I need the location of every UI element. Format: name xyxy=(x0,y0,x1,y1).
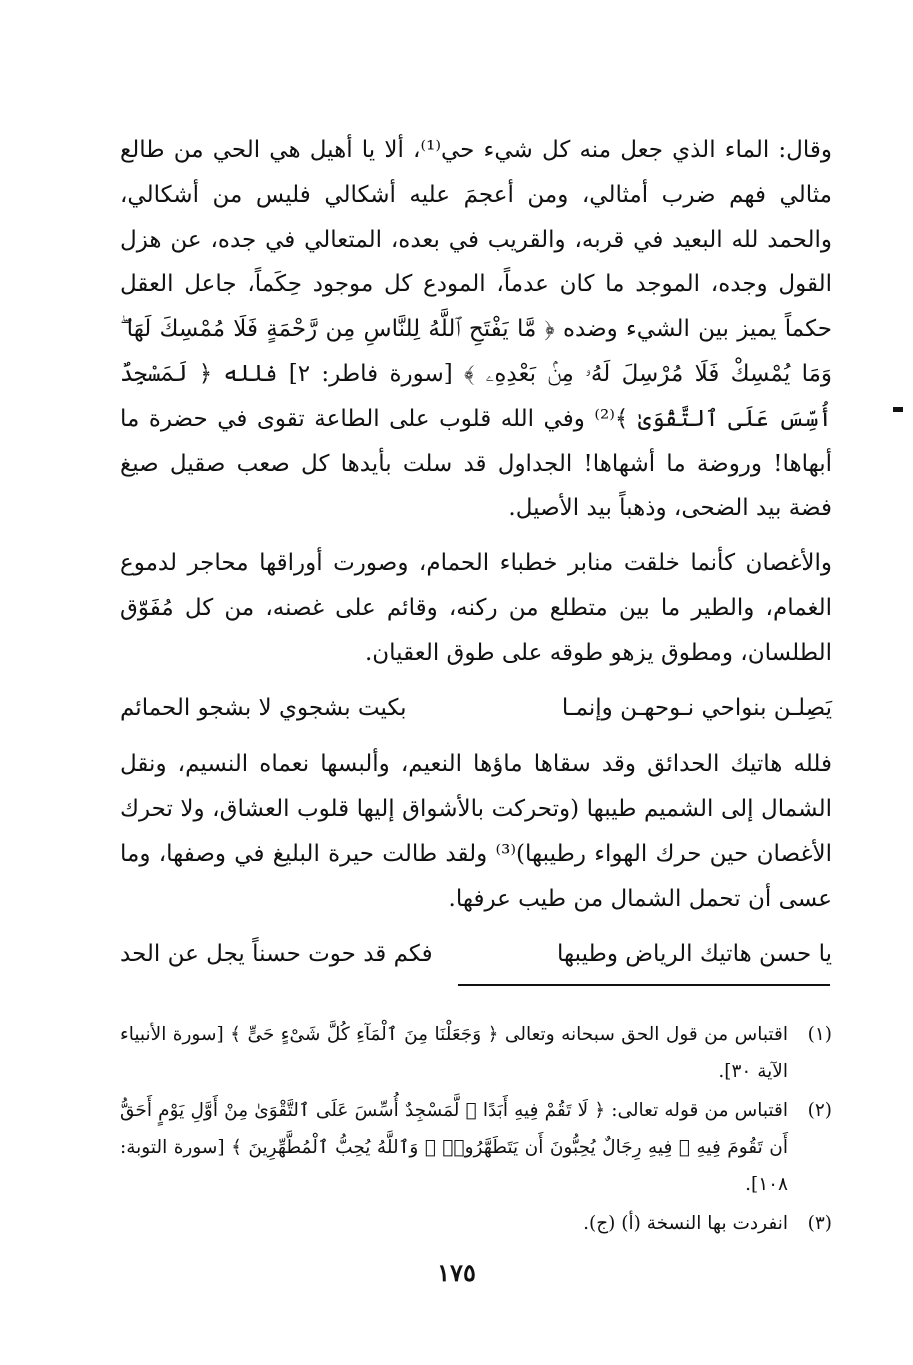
paragraph-3: فلله هاتيك الحدائق وقد سقاها ماؤها النعيم، وألبسها نعماه النسيم، ونقل الشمال إلى الشميم طيبها (وتحركت بالأشواق إليها قلوب العشاق، ولا تحرك الأغصان حين حرك الهواء رطيبها)⁽³⁾ ولقد طالت حيرة البليغ في وصفها، وما عسى أن تحمل الشمال من طيب عرفها. xyxy=(120,751,832,912)
footnote-number: (٣) xyxy=(807,1213,832,1234)
footnote-text: انفردت بها النسخة (أ) (ج). xyxy=(583,1213,788,1234)
footnotes xyxy=(120,1016,832,1244)
paragraph-2: والأغصان كأنما خلقت منابر خطباء الحمام، وصورت أوراقها محاجر لدموع الغمام، والطير ما بين متطلع من ركنه، وقائم على غصنه، من كل مُفَوّق الطلسان، ومطوق يزهو طوقه على طوق العقيان. xyxy=(120,550,832,666)
margin-mark xyxy=(893,407,903,412)
footnote-number: (١) xyxy=(807,1024,832,1045)
footnote-text: اقتباس من قوله تعالى: ﴿ لَا تَقُمْ فِيهِ أَبَدًا ۚ لَّمَسْجِدٌ أُسِّسَ عَلَى ٱلتَّقْوَىٰ مِنْ أَوَّلِ يَوْمٍ أَحَقُّ أَن تَقُومَ فِيهِ ۚ فِيهِ رِجَالٌ يُحِبُّونَ أَن يَتَطَهَّرُوا۟ ۚ وَٱللَّهُ يُحِبُّ ٱلْمُطَّهِّرِينَ ﴾ [سورة التوبة: ١٠٨]. xyxy=(120,1100,788,1195)
paragraph-1: وقال: الماء الذي جعل منه كل شيء حي⁽¹⁾، ألا يا أهيل هي الحي من طالع مثالي فهم ضرب أمثالي، ومن أعجمَ عليه أشكالي فليس من أشكالي، والحمد لله البعيد في قربه، والقريب في بعده، المتعالي في جده، عن هزل القول وجده، الموجد ما كان عدماً، المودع كل موجود حِكَماً، جاعل العقل حكماً يميز بين الشيء وضده ﴿ مَّا يَفْتَحِ ٱللَّهُ لِلنَّاسِ مِن رَّحْمَةٍ فَلَا مُمْسِكَ لَهَا ۖ وَمَا يُمْسِكْ فَلَا مُرْسِلَ لَهُۥ مِنۢ بَعْدِهِۦ ﴾ [سورة فاطر: ٢] فلله ﴿ لَمَسْجِدٌ أُسِّسَ عَلَى ٱلتَّقْوَىٰ ﴾⁽²⁾ وفي الله قلوب على الطاعة تقوى في حضرة ما أبهاها! وروضة ما أشهاها! الجداول قد سلت بأيدها كل صعب صقيل صيغ فضة بيد الضحى، وذهباً بيد الأصيل. xyxy=(120,137,833,522)
verse-1-second-hemistich: بكيت بشجوي لا بشجو الحمائم xyxy=(120,694,407,721)
footnote-1 xyxy=(120,1016,832,1090)
footnote-separator xyxy=(458,984,830,986)
page-number: ١٧٥ xyxy=(437,1258,476,1287)
footnote-2 xyxy=(120,1092,832,1203)
verse-1-first-hemistich: يَصِلـن بنواحي نـوحهـن وإنمـا xyxy=(561,694,832,721)
main-text xyxy=(120,128,832,976)
footnote-text: اقتباس من قول الحق سبحانه وتعالى ﴿ وَجَعَلْنَا مِنَ ٱلْمَآءِ كُلَّ شَىْءٍ حَىٍّ ﴾ [سورة الأنبياء الآية ٣٠]. xyxy=(120,1024,788,1082)
verse-2-first-hemistich: يا حسن هاتيك الرياض وطيبها xyxy=(557,940,832,967)
poetry-verse-2 xyxy=(120,932,832,977)
poetry-verse-1 xyxy=(120,686,832,731)
footnote-number: (٢) xyxy=(807,1100,832,1121)
footnote-3 xyxy=(120,1205,832,1242)
verse-2-second-hemistich: فكم قد حوت حسناً يجل عن الحد xyxy=(120,940,433,967)
